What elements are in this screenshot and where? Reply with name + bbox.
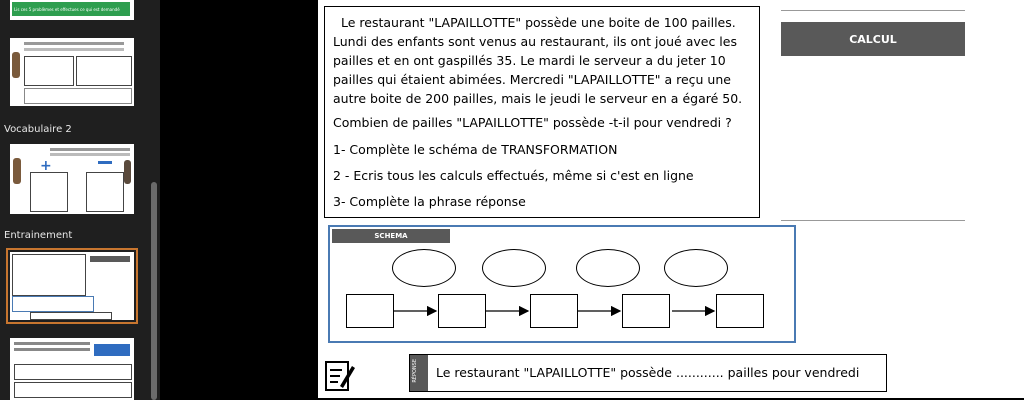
scrollbar-thumb[interactable] (151, 182, 157, 400)
section-label-entrainement[interactable]: Entrainement (4, 230, 73, 241)
slide-thumbnail[interactable] (10, 0, 134, 20)
pencil-paper-icon (324, 358, 356, 394)
calcul-header: CALCUL (781, 22, 965, 56)
plus-icon: + (40, 158, 52, 174)
thumb-character (124, 160, 131, 184)
slide-thumbnail[interactable] (10, 38, 134, 106)
sidebar-scrollbar[interactable] (149, 0, 159, 400)
minus-icon (98, 161, 112, 164)
section-label-vocabulaire-2[interactable]: Vocabulaire 2 (4, 124, 72, 135)
problem-statement: Le restaurant "LAPAILLOTTE" possède une boite de 100 pailles. Lundi des enfants sont venus au restaurant, ils ont joué avec les pailles et en ont gaspillés 35. Le mardi le serveur a du jeter 10 pailles qui étaient abimées. Mercredi "LAPAILLOTTE" a reçu une autre boite de 200 pailles, mais le jeudi le serveur en a égaré 50. (333, 15, 743, 106)
slide-thumbnail-selected[interactable] (10, 252, 134, 320)
thumb-character (13, 158, 21, 184)
thumb-banner: Lis ces 5 problèmes et effectues ce qui est demandé (12, 2, 130, 16)
calcul-panel[interactable] (781, 10, 965, 220)
slide-thumbnail[interactable] (10, 144, 134, 214)
answer-tag: RÉPONSE (410, 355, 428, 391)
thumb-character (12, 52, 20, 78)
problem-text-box[interactable] (324, 6, 760, 218)
instruction-2: 2 - Ecris tous les calculs effectués, même si c'est en ligne (333, 168, 694, 183)
schema-box-5[interactable] (716, 294, 764, 328)
instruction-3: 3- Complète la phrase réponse (333, 194, 526, 209)
schema-box-1[interactable] (346, 294, 394, 328)
schema-box-2[interactable] (438, 294, 486, 328)
instruction-1: 1- Complète le schéma de TRANSFORMATION (333, 142, 618, 157)
schema-box-3[interactable] (530, 294, 578, 328)
slide-sidebar (0, 0, 148, 400)
schema-box-4[interactable] (622, 294, 670, 328)
schema-header: SCHEMA (332, 229, 450, 243)
current-slide[interactable] (318, 0, 1024, 398)
answer-box[interactable] (409, 354, 887, 392)
schema-box[interactable] (328, 225, 796, 343)
problem-question: Combien de pailles "LAPAILLOTTE" possède -t-il pour vendredi ? (333, 115, 732, 130)
slide-thumbnail[interactable] (10, 338, 134, 400)
answer-sentence[interactable]: Le restaurant "LAPAILLOTTE" possède ............ pailles pour vendredi (436, 365, 860, 380)
